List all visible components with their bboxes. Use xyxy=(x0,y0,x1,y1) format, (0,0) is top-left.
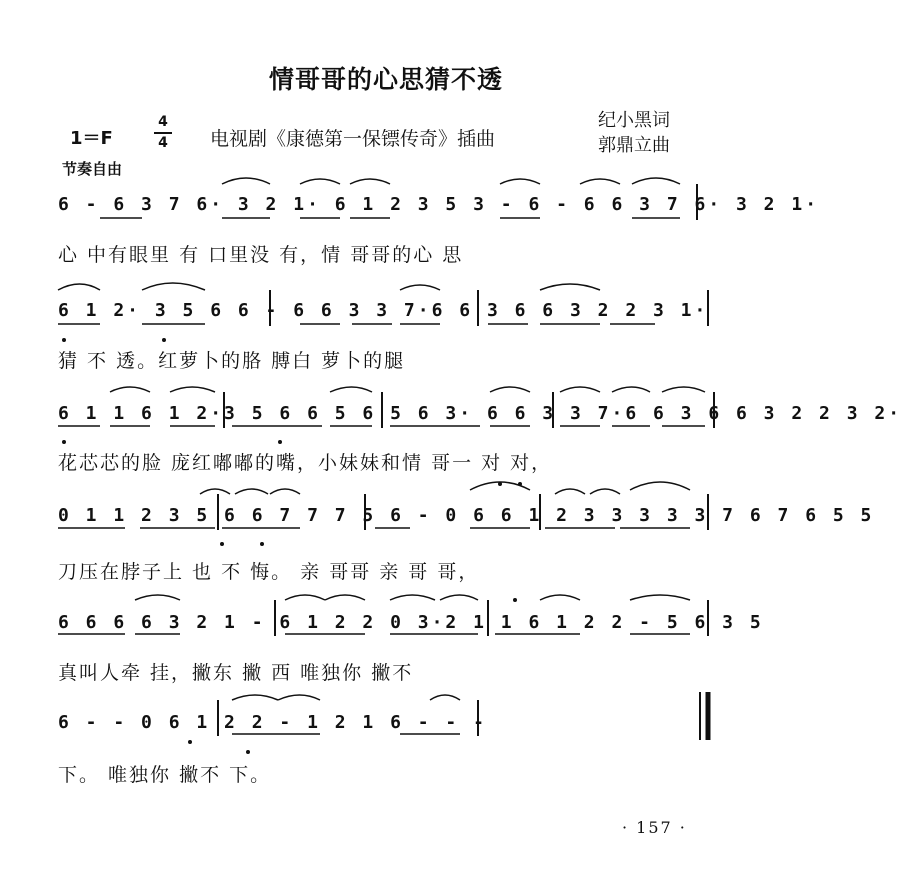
low-octave-dot xyxy=(62,338,66,342)
low-octave-dot xyxy=(162,338,166,342)
low-octave-dot xyxy=(260,542,264,546)
time-signature-bar xyxy=(154,132,172,134)
low-octave-dot xyxy=(246,750,250,754)
slur xyxy=(278,695,320,700)
slur xyxy=(580,179,620,184)
low-octave-dot xyxy=(188,740,192,744)
slur xyxy=(200,489,230,494)
time-signature-top: 4 xyxy=(158,114,168,130)
high-octave-dot xyxy=(518,482,522,486)
slur xyxy=(170,387,215,392)
slur xyxy=(222,178,270,184)
slur xyxy=(630,482,690,490)
slur xyxy=(540,284,600,290)
lyrics-line-3: 花芯芯的脸 庞红嘟嘟的嘴，小妹妹和情 哥一 对 对， xyxy=(58,452,553,474)
low-octave-dot xyxy=(220,542,224,546)
key-signature: 1＝F xyxy=(70,128,113,149)
time-signature-bottom: 4 xyxy=(158,135,168,151)
slur xyxy=(590,489,620,494)
notation-line-3: 6 1 1 6 1 2·3 5 6 6 5 6 5 6 3· 6 6 3 3 7·6 6 3 6 6 3 2 2 3 2· xyxy=(58,403,902,424)
slur xyxy=(430,695,460,700)
notation-line-5: 6 6 6 6 3 2 1 - 6 1 2 2 0 3·2 1 1 6 1 2 2 - 5 6 3 5 xyxy=(58,612,764,633)
lyricist-credit: 纪小黑词 xyxy=(598,110,670,131)
slur xyxy=(350,179,390,184)
notation-line-4: 0 1 1 2 3 5 6 6 7 7 7 5 6 - 0 6 6 1 2 3 3 3 3 3 7 6 7 6 5 5 xyxy=(58,505,875,526)
slur xyxy=(500,179,540,184)
slur xyxy=(440,595,478,600)
credits xyxy=(598,108,670,158)
slur xyxy=(300,179,340,184)
slur xyxy=(390,595,435,600)
slur xyxy=(490,387,530,392)
composer-credit: 郭鼎立曲 xyxy=(598,135,670,156)
notation-line-1: 6 - 6 3 7 6· 3 2 1· 6 1 2 3 5 3 - 6 - 6 6 3 7 6· 3 2 1· xyxy=(58,194,820,215)
slur xyxy=(555,489,585,494)
slur xyxy=(285,595,325,600)
slur xyxy=(235,489,268,494)
slur xyxy=(632,178,680,184)
slur xyxy=(630,595,690,600)
tempo-marking: 节奏自由 xyxy=(62,160,123,178)
slur xyxy=(330,387,372,392)
notation-line-2: 6 1 2· 3 5 6 6 - 6 6 3 3 7·6 6 3 6 6 3 2 2 3 1· xyxy=(58,300,709,321)
notation-line-6: 6 - - 0 6 1 2 2 - 1 2 1 6 - - - xyxy=(58,712,487,733)
low-octave-dot xyxy=(278,440,282,444)
slur xyxy=(400,285,440,290)
slur xyxy=(560,387,600,392)
slur xyxy=(58,284,100,290)
slur xyxy=(232,695,278,700)
slur xyxy=(135,595,180,600)
slur xyxy=(325,595,365,600)
lyrics-line-6: 下。 唯独你 撇不 下。 xyxy=(58,764,272,786)
time-signature xyxy=(152,114,174,152)
lyrics-line-4: 刀压在脖子上 也 不 悔。 亲 哥哥 亲 哥 哥， xyxy=(58,561,480,583)
slur xyxy=(142,283,205,290)
high-octave-dot xyxy=(498,482,502,486)
slur xyxy=(612,387,650,392)
song-subtitle: 电视剧《康德第一保镖传奇》插曲 xyxy=(210,128,496,150)
low-octave-dot xyxy=(62,440,66,444)
lyrics-line-1: 心 中有眼里 有 口里没 有，情 哥哥的心 思 xyxy=(58,244,464,266)
lyrics-line-5: 真叫人牵 挂，撇东 撇 西 唯独你 撇不 xyxy=(58,662,414,684)
page-title: 情哥哥的心思猜不透 xyxy=(268,65,503,94)
slur xyxy=(662,387,705,392)
slur xyxy=(470,482,530,490)
page-number: · 157 · xyxy=(622,818,687,837)
high-octave-dot xyxy=(513,598,517,602)
slur xyxy=(110,387,150,392)
slur xyxy=(270,489,300,494)
slur xyxy=(540,595,580,600)
lyrics-line-2: 猜 不 透。红萝卜的胳 膊白 萝卜的腿 xyxy=(58,350,406,372)
